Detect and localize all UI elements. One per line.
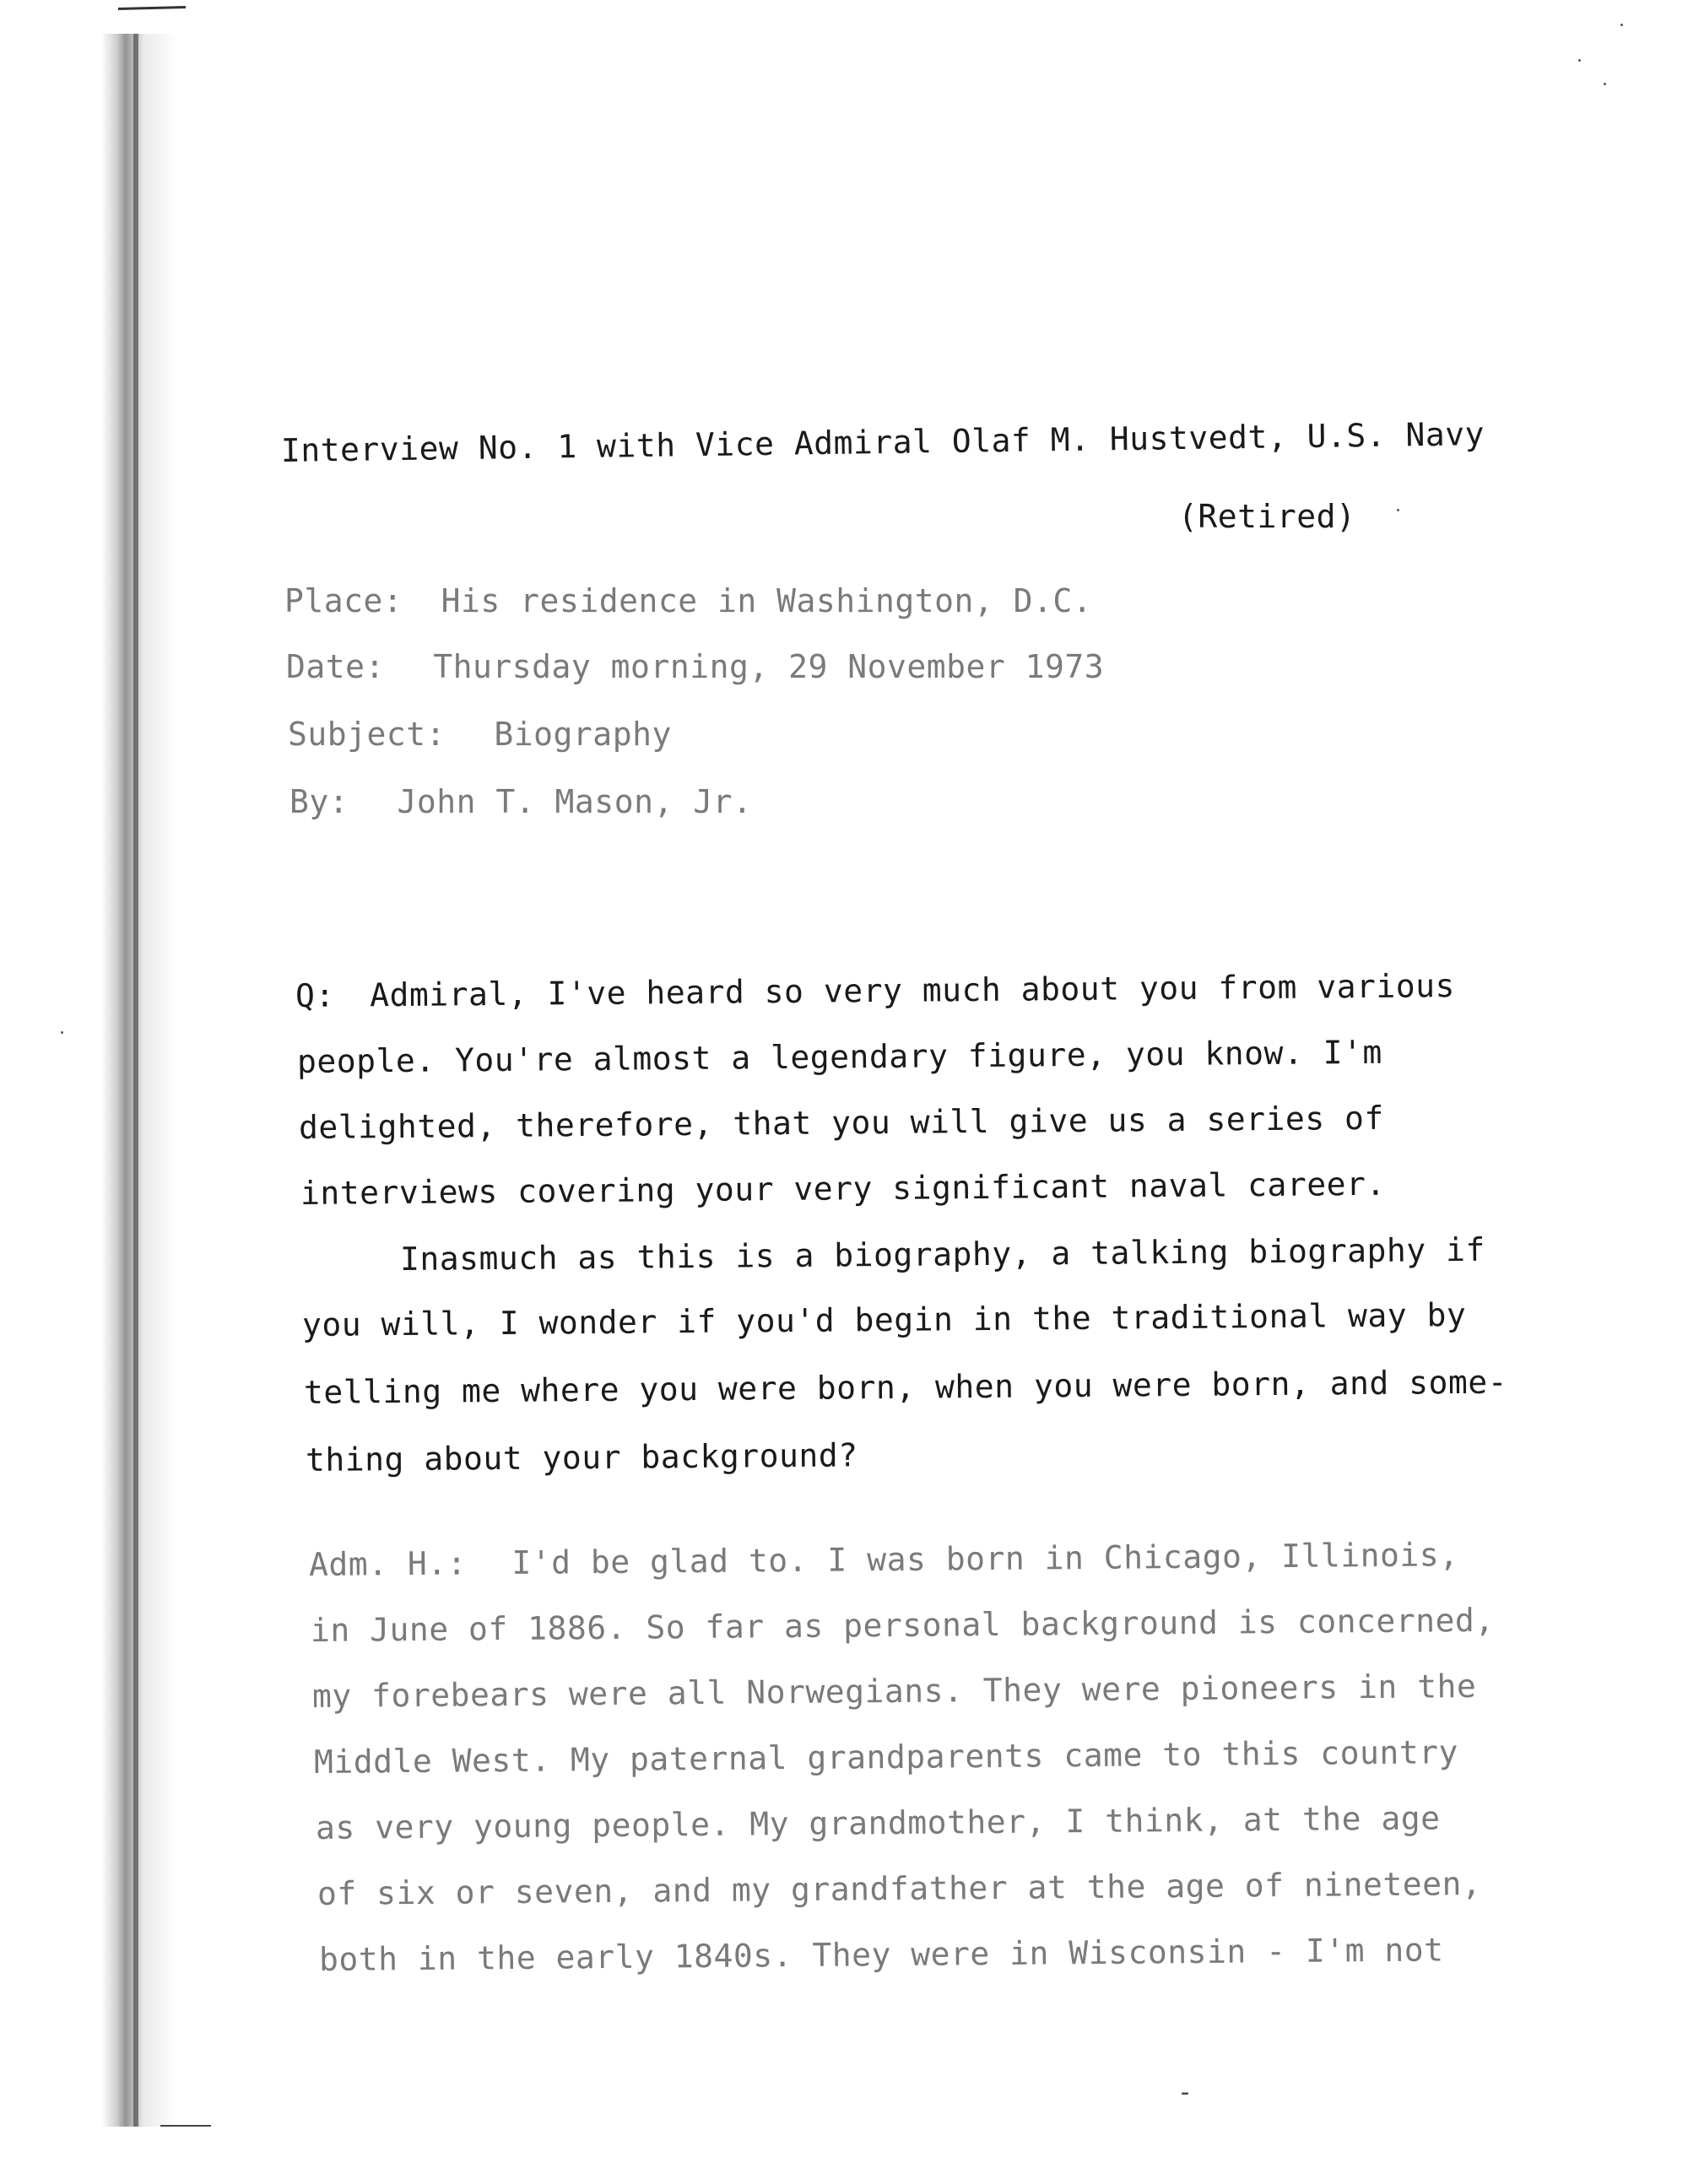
answer-line: Adm. H.: I'd be glad to. I was born in Chicago, Illinois, bbox=[308, 1536, 1459, 1583]
by-row bbox=[289, 783, 752, 820]
binding-edge bbox=[133, 34, 138, 2127]
question-speaker: Q: bbox=[295, 976, 335, 1014]
scan-speck bbox=[1397, 509, 1399, 511]
scan-speck bbox=[61, 1031, 63, 1034]
date-label: Date: bbox=[286, 648, 385, 685]
answer-line: in June of 1886. So far as personal background is concerned, bbox=[310, 1601, 1495, 1649]
question-line: telling me where you were born, when you were born, and some- bbox=[303, 1363, 1508, 1411]
answer-line: both in the early 1840s. They were in Wisconsin - I'm not bbox=[318, 1931, 1444, 1978]
answer-line: my forebears were all Norwegians. They were pioneers in the bbox=[311, 1667, 1477, 1715]
scan-speck bbox=[1578, 59, 1581, 62]
footer-mark: - bbox=[1177, 2078, 1193, 2107]
place-value: His residence in Washington, D.C. bbox=[441, 582, 1093, 619]
scan-speck bbox=[1604, 83, 1606, 85]
question-line: thing about your background? bbox=[305, 1436, 858, 1479]
place-label: Place: bbox=[284, 582, 403, 619]
scan-speck bbox=[1620, 24, 1623, 26]
question-line: interviews covering your very significant naval career. bbox=[300, 1165, 1386, 1212]
answer-line: Middle West. My paternal grandparents came to this country bbox=[313, 1733, 1459, 1781]
scan-mark-bottom bbox=[160, 2125, 211, 2127]
interview-title: Interview No. 1 with Vice Admiral Olaf M. Hustvedt, U.S. Navy bbox=[280, 415, 1485, 469]
question-line: Q: Admiral, I've heard so very much about you from various bbox=[295, 967, 1456, 1014]
question-line: you will, I wonder if you'd begin in the traditional way by bbox=[301, 1295, 1467, 1343]
by-value: John T. Mason, Jr. bbox=[397, 783, 753, 820]
question-line: delighted, therefore, that you will give us a series of bbox=[298, 1099, 1384, 1146]
scan-mark-top bbox=[118, 6, 186, 10]
place-row bbox=[284, 582, 1092, 619]
subject-label: Subject: bbox=[288, 716, 446, 753]
interview-title-suffix: (Retired) bbox=[1178, 498, 1356, 535]
subject-value: Biography bbox=[494, 716, 672, 753]
by-label: By: bbox=[289, 783, 349, 820]
question-line: people. You're almost a legendary figure, you know. I'm bbox=[296, 1033, 1382, 1080]
subject-row bbox=[288, 716, 672, 753]
answer-speaker: Adm. H.: bbox=[308, 1544, 468, 1583]
date-row bbox=[286, 648, 1104, 685]
binding-shadow bbox=[101, 34, 177, 2127]
date-value: Thursday morning, 29 November 1973 bbox=[433, 648, 1105, 685]
answer-line: as very young people. My grandmother, I think, at the age bbox=[315, 1799, 1441, 1846]
answer-line: of six or seven, and my grandfather at the age of nineteen, bbox=[316, 1864, 1482, 1912]
question-line: Inasmuch as this is a biography, a talking biography if bbox=[399, 1230, 1485, 1278]
